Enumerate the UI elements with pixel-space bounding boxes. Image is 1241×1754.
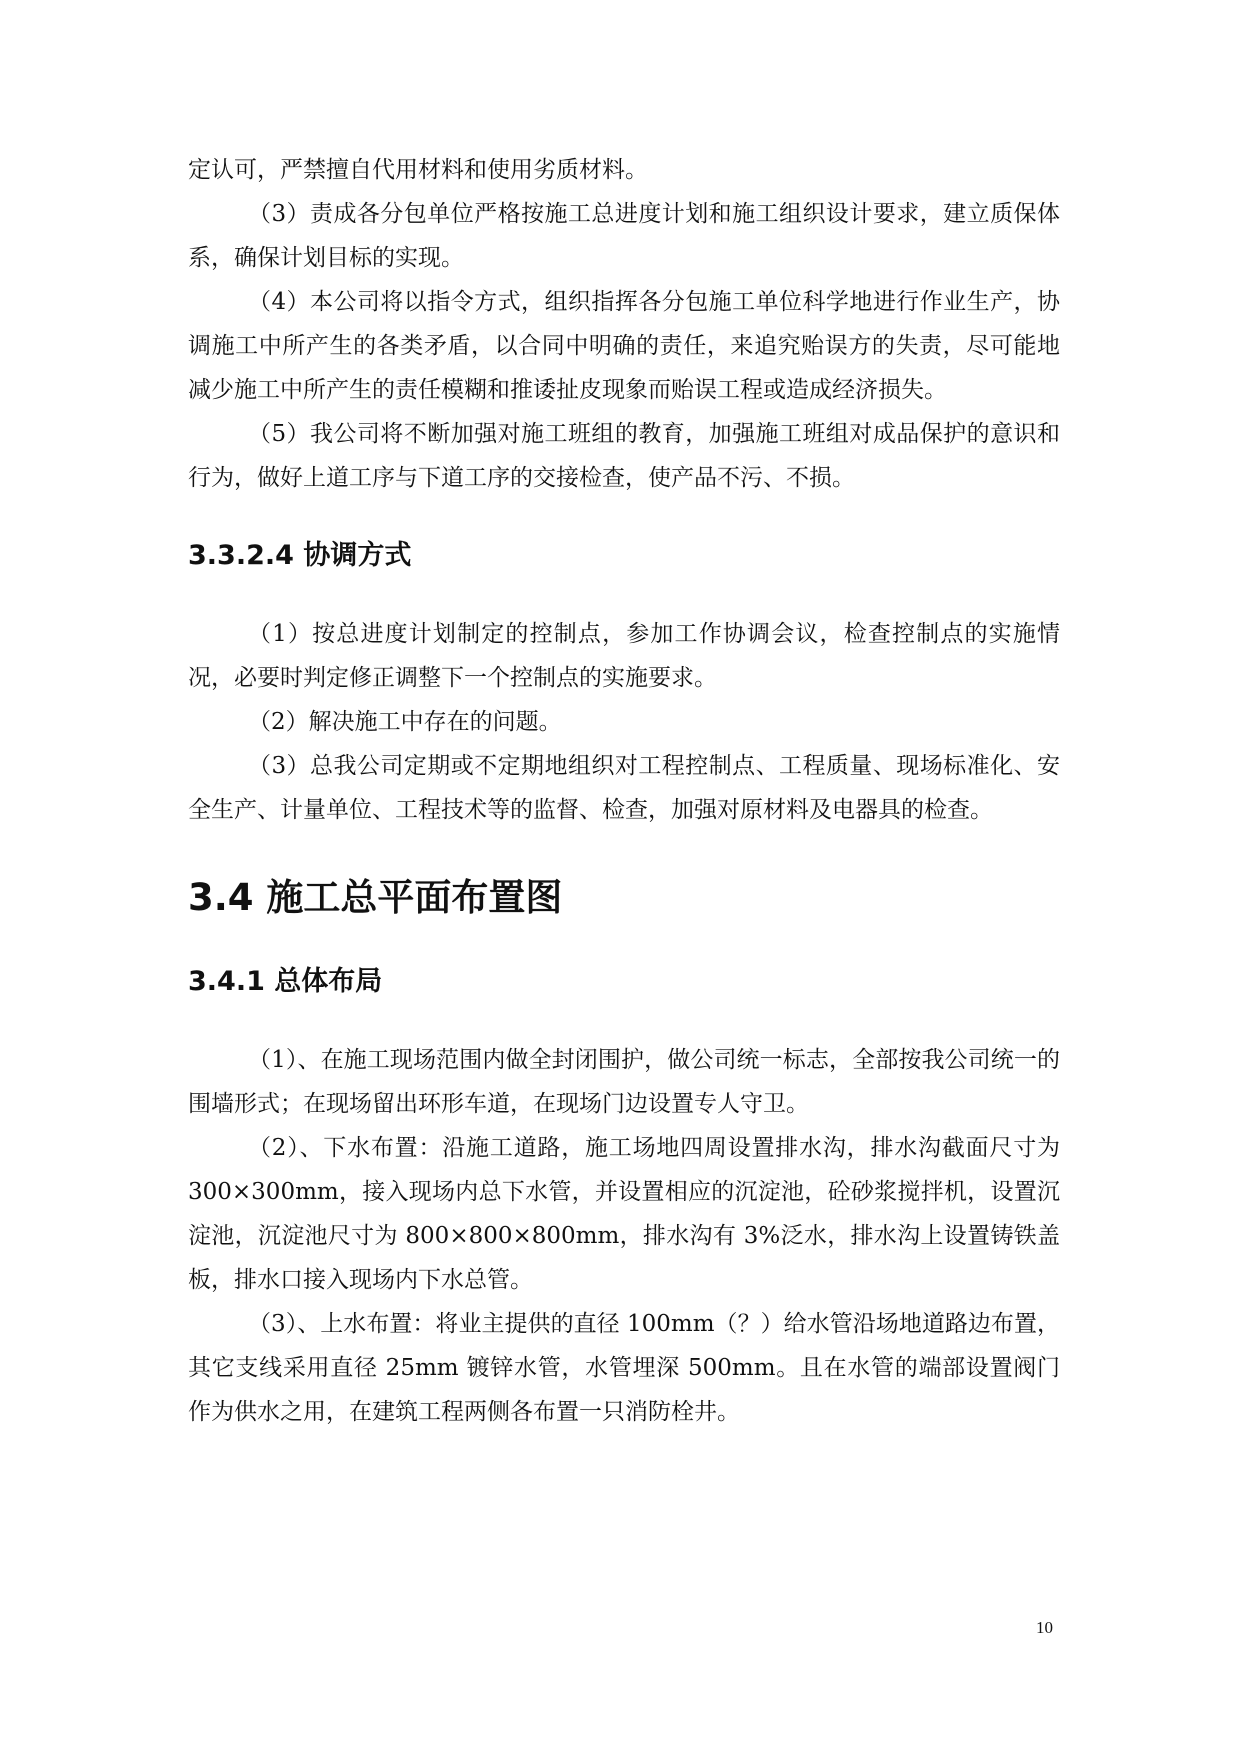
page-number: 10 bbox=[1036, 1618, 1053, 1637]
paragraph-item-3: （3）责成各分包单位严格按施工总进度计划和施工组织设计要求，建立质保体系，确保计划目标的实现。 bbox=[188, 201, 1060, 271]
layout-item-1: （1）、在施工现场范围内做全封闭围护，做公司统一标志，全部按我公司统一的围墙形式；在现场留出环形车道，在现场门边设置专人守卫。 bbox=[188, 1047, 1060, 1117]
layout-item-3: （3）、上水布置：将业主提供的直径 100mm（？）给水管沿场地道路边布置，其它支线采用直径 25mm 镀锌水管，水管埋深 500mm。且在水管的端部设置阀门作为供水之用，在建筑工程两侧各布置一只消防栓井。 bbox=[188, 1311, 1060, 1425]
heading-3-4-1: 3.4.1 总体布局 bbox=[188, 966, 383, 997]
coordination-item-1: （1）按总进度计划制定的控制点，参加工作协调会议，检查控制点的实施情况，必要时判定修正调整下一个控制点的实施要求。 bbox=[188, 621, 1060, 691]
layout-item-2: （2）、下水布置：沿施工道路，施工场地四周设置排水沟，排水沟截面尺寸为 300×300mm，接入现场内总下水管，并设置相应的沉淀池，砼砂浆搅拌机，设置沉淀池，沉淀池尺寸为 800×800×800mm，排水沟有 3%泛水，排水沟上设置铸铁盖板，排水口接入现场内下水总管。 bbox=[188, 1135, 1060, 1293]
heading-3-4: 3.4 施工总平面布置图 bbox=[188, 876, 563, 919]
paragraph-item-5: （5）我公司将不断加强对施工班组的教育，加强施工班组对成品保护的意识和行为，做好上道工序与下道工序的交接检查，使产品不污、不损。 bbox=[188, 421, 1060, 491]
page-content bbox=[188, 148, 1060, 1434]
coordination-item-3: （3）总我公司定期或不定期地组织对工程控制点、工程质量、现场标准化、安全生产、计量单位、工程技术等的监督、检查，加强对原材料及电器具的检查。 bbox=[188, 753, 1060, 823]
paragraph-item-4: （4）本公司将以指令方式，组织指挥各分包施工单位科学地进行作业生产，协调施工中所产生的各类矛盾，以合同中明确的责任，来追究贻误方的失责，尽可能地减少施工中所产生的责任模糊和推诿扯皮现象而贻误工程或造成经济损失。 bbox=[188, 289, 1060, 403]
coordination-item-2: （2）解决施工中存在的问题。 bbox=[248, 709, 562, 735]
paragraph-continuation: 定认可，严禁擅自代用材料和使用劣质材料。 bbox=[188, 157, 648, 183]
heading-3-3-2-4: 3.3.2.4 协调方式 bbox=[188, 540, 412, 571]
